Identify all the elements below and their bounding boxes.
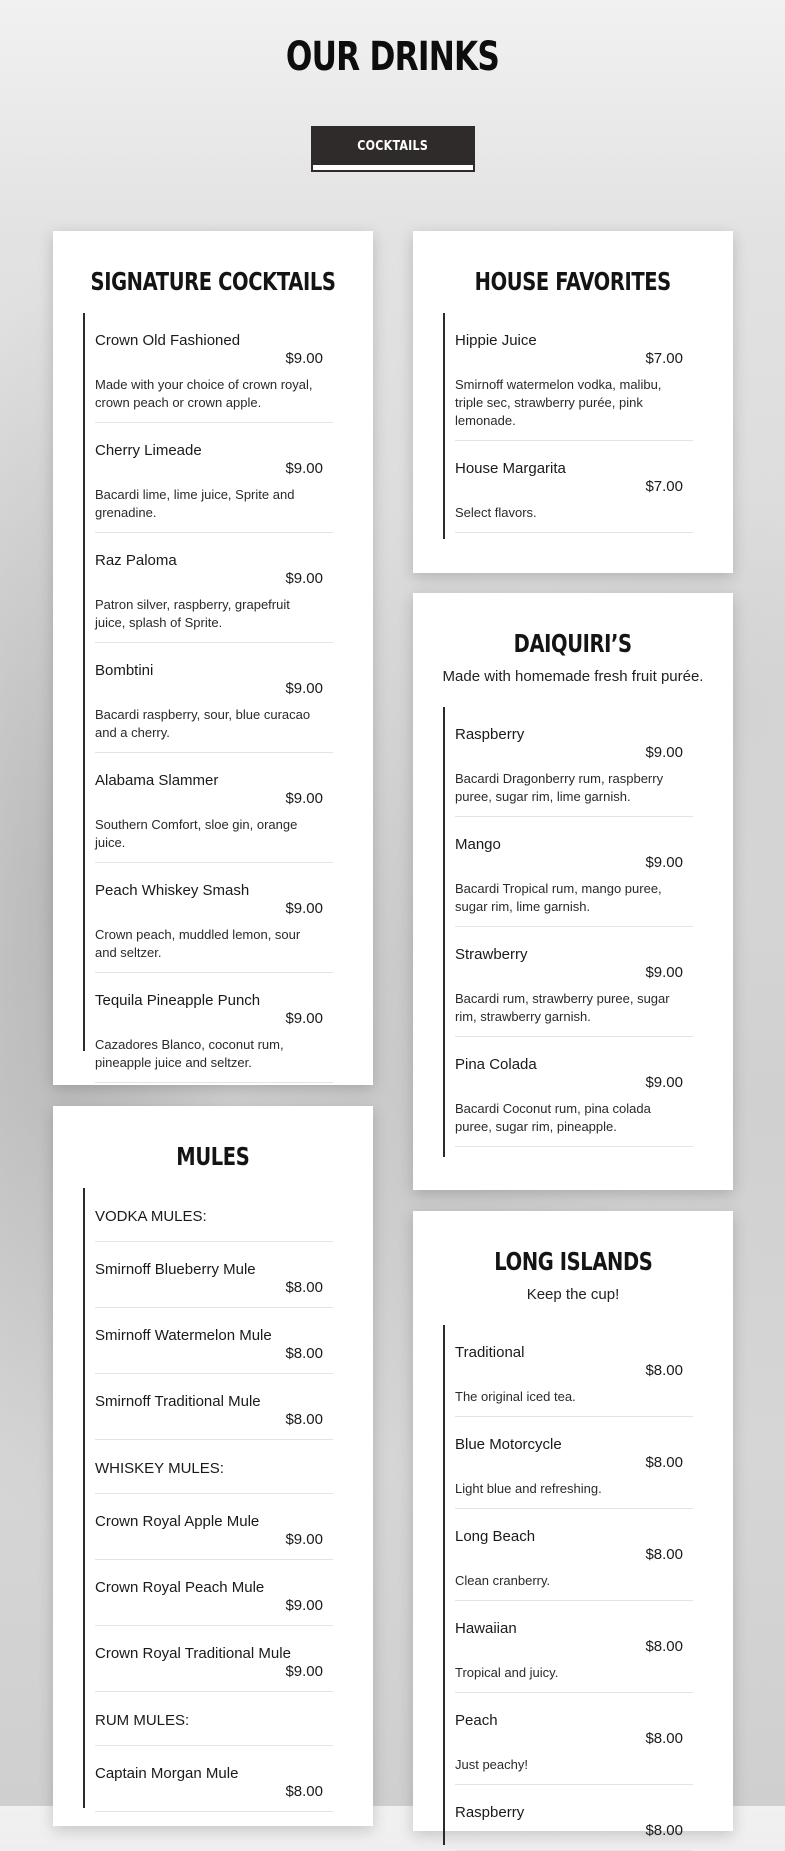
- card-subtitle: Made with homemade fresh fruit purée.: [442, 668, 704, 685]
- item-price: $8.00: [285, 1783, 323, 1800]
- item-name: Mango: [455, 836, 501, 853]
- menu-item: [95, 1626, 333, 1692]
- item-description: Bacardi raspberry, sour, blue curacao and a cherry.: [95, 707, 311, 740]
- menu-item: [95, 533, 333, 643]
- item-description: Patron silver, raspberry, grapefruit juice, splash of Sprite.: [95, 597, 290, 630]
- item-price: $9.00: [285, 1597, 323, 1614]
- page-title: OUR DRINKS: [285, 34, 500, 80]
- signature-items: [83, 313, 333, 1070]
- item-name: Hippie Juice: [455, 332, 537, 349]
- item-price: $9.00: [645, 964, 683, 981]
- menu-item: [95, 313, 333, 423]
- menu-item: [455, 313, 693, 441]
- daiquiris-card: [413, 593, 733, 1190]
- item-name: House Margarita: [455, 460, 566, 477]
- mules-card: [53, 1106, 373, 1826]
- item-price: $8.00: [645, 1730, 683, 1747]
- item-name: Long Beach: [455, 1528, 536, 1545]
- tab-cocktails-label: COCKTAILS: [357, 139, 429, 154]
- item-price: $7.00: [645, 478, 683, 495]
- item-price: $8.00: [645, 1454, 683, 1471]
- item-price: $9.00: [645, 744, 683, 761]
- item-name: Blue Motorcycle: [455, 1436, 562, 1453]
- item-description: Bacardi Dragonberry rum, raspberry puree, sugar rim, lime garnish.: [455, 771, 664, 804]
- menu-item: [95, 1494, 333, 1560]
- item-price: $9.00: [285, 680, 323, 697]
- item-name: Strawberry: [455, 946, 528, 963]
- card-title: SIGNATURE COCKTAILS: [90, 267, 336, 296]
- menu-item: [455, 927, 693, 1037]
- menu-item: [95, 1242, 333, 1308]
- whiskey-mules-label: WHISKEY MULES:: [95, 1440, 333, 1494]
- item-description: Bacardi Coconut rum, pina colada puree, sugar rim, pineapple.: [455, 1101, 651, 1134]
- item-name: Crown Royal Peach Mule: [95, 1579, 265, 1596]
- item-name: Alabama Slammer: [95, 772, 219, 789]
- item-name: Raspberry: [455, 726, 525, 743]
- item-price: $8.00: [645, 1822, 683, 1839]
- item-description: Bacardi Tropical rum, mango puree, sugar rim, lime garnish.: [455, 881, 662, 914]
- menu-item: [455, 1417, 693, 1509]
- item-price: $9.00: [645, 1074, 683, 1091]
- item-name: Peach Whiskey Smash: [95, 882, 250, 899]
- house-favorites-card: [413, 231, 733, 573]
- mules-items: [83, 1188, 333, 1808]
- house-items: [443, 313, 693, 539]
- rum-mules-label: RUM MULES:: [95, 1692, 333, 1746]
- item-name: Crown Royal Apple Mule: [95, 1513, 260, 1530]
- item-price: $8.00: [645, 1546, 683, 1563]
- item-price: $9.00: [285, 570, 323, 587]
- item-name: Smirnoff Blueberry Mule: [95, 1261, 256, 1278]
- item-description: Smirnoff watermelon vodka, malibu, triple sec, strawberry purée, pink lemonade.: [455, 377, 662, 428]
- item-name: Hawaiian: [455, 1620, 517, 1637]
- item-description: Bacardi rum, strawberry puree, sugar rim, strawberry garnish.: [455, 991, 670, 1024]
- item-name: Captain Morgan Mule: [95, 1765, 239, 1782]
- item-price: $9.00: [285, 900, 323, 917]
- vodka-mules-label: VODKA MULES:: [95, 1188, 333, 1242]
- item-name: Crown Royal Traditional Mule: [95, 1645, 291, 1662]
- item-description: Bacardi lime, lime juice, Sprite and grenadine.: [95, 487, 295, 520]
- menu-item: [455, 1601, 693, 1693]
- menu-item: [455, 1037, 693, 1147]
- item-name: Pina Colada: [455, 1056, 537, 1073]
- item-name: Peach: [455, 1712, 498, 1729]
- item-name: Raspberry: [455, 1804, 525, 1821]
- menu-item: [455, 1785, 693, 1851]
- item-description: The original iced tea.: [455, 1389, 576, 1404]
- card-subtitle: Keep the cup!: [526, 1286, 620, 1303]
- menu-item: [95, 1308, 333, 1374]
- item-price: $9.00: [285, 460, 323, 477]
- card-title: HOUSE FAVORITES: [474, 267, 672, 296]
- item-description: Tropical and juicy.: [455, 1665, 559, 1680]
- item-price: $8.00: [285, 1411, 323, 1428]
- item-description: Clean cranberry.: [455, 1573, 551, 1588]
- menu-item: [95, 1560, 333, 1626]
- item-price: $9.00: [645, 854, 683, 871]
- item-price: $9.00: [285, 1531, 323, 1548]
- tab-cocktails[interactable]: [313, 128, 473, 170]
- menu-item: [95, 1746, 333, 1812]
- menu-item: [455, 1325, 693, 1417]
- long-islands-card: [413, 1211, 733, 1839]
- item-description: Made with your choice of crown royal, crown peach or crown apple.: [95, 377, 313, 410]
- menu-item: [455, 817, 693, 927]
- item-price: $9.00: [285, 1663, 323, 1680]
- menu-item: [455, 1693, 693, 1785]
- item-name: Tequila Pineapple Punch: [95, 992, 261, 1009]
- menu-item: [455, 707, 693, 817]
- item-price: $9.00: [285, 1010, 323, 1027]
- item-description: Select flavors.: [455, 505, 537, 520]
- card-title: DAIQUIRI’S: [513, 629, 633, 658]
- item-description: Crown peach, muddled lemon, sour and seltzer.: [95, 927, 301, 960]
- menu-item: [95, 1374, 333, 1440]
- menu-item: [455, 1509, 693, 1601]
- signature-cocktails-card: [53, 231, 373, 1085]
- item-price: $9.00: [285, 350, 323, 367]
- item-description: Just peachy!: [455, 1757, 528, 1772]
- item-price: $9.00: [285, 790, 323, 807]
- card-title: MULES: [176, 1142, 250, 1171]
- item-name: Crown Old Fashioned: [95, 332, 241, 349]
- item-price: $8.00: [645, 1638, 683, 1655]
- item-price: $7.00: [645, 350, 683, 367]
- item-name: Bombtini: [95, 662, 154, 679]
- item-price: $8.00: [645, 1362, 683, 1379]
- menu-item: [95, 973, 333, 1083]
- item-name: Cherry Limeade: [95, 442, 202, 459]
- menu-item: [455, 441, 693, 533]
- daiquiri-items: [443, 707, 693, 1157]
- item-description: Light blue and refreshing.: [455, 1481, 602, 1496]
- long-islands-items: [443, 1325, 693, 1845]
- menu-item: [95, 423, 333, 533]
- menu-item: [95, 863, 333, 973]
- item-price: $8.00: [285, 1279, 323, 1296]
- item-name: Smirnoff Watermelon Mule: [95, 1327, 272, 1344]
- menu-item: [95, 643, 333, 753]
- item-name: Traditional: [455, 1344, 525, 1361]
- card-title: LONG ISLANDS: [493, 1247, 653, 1276]
- item-price: $8.00: [285, 1345, 323, 1362]
- menu-item: [95, 753, 333, 863]
- item-description: Southern Comfort, sloe gin, orange juice.: [95, 817, 298, 850]
- item-name: Smirnoff Traditional Mule: [95, 1393, 261, 1410]
- item-name: Raz Paloma: [95, 552, 177, 569]
- item-description: Cazadores Blanco, coconut rum, pineapple juice and seltzer.: [95, 1037, 284, 1070]
